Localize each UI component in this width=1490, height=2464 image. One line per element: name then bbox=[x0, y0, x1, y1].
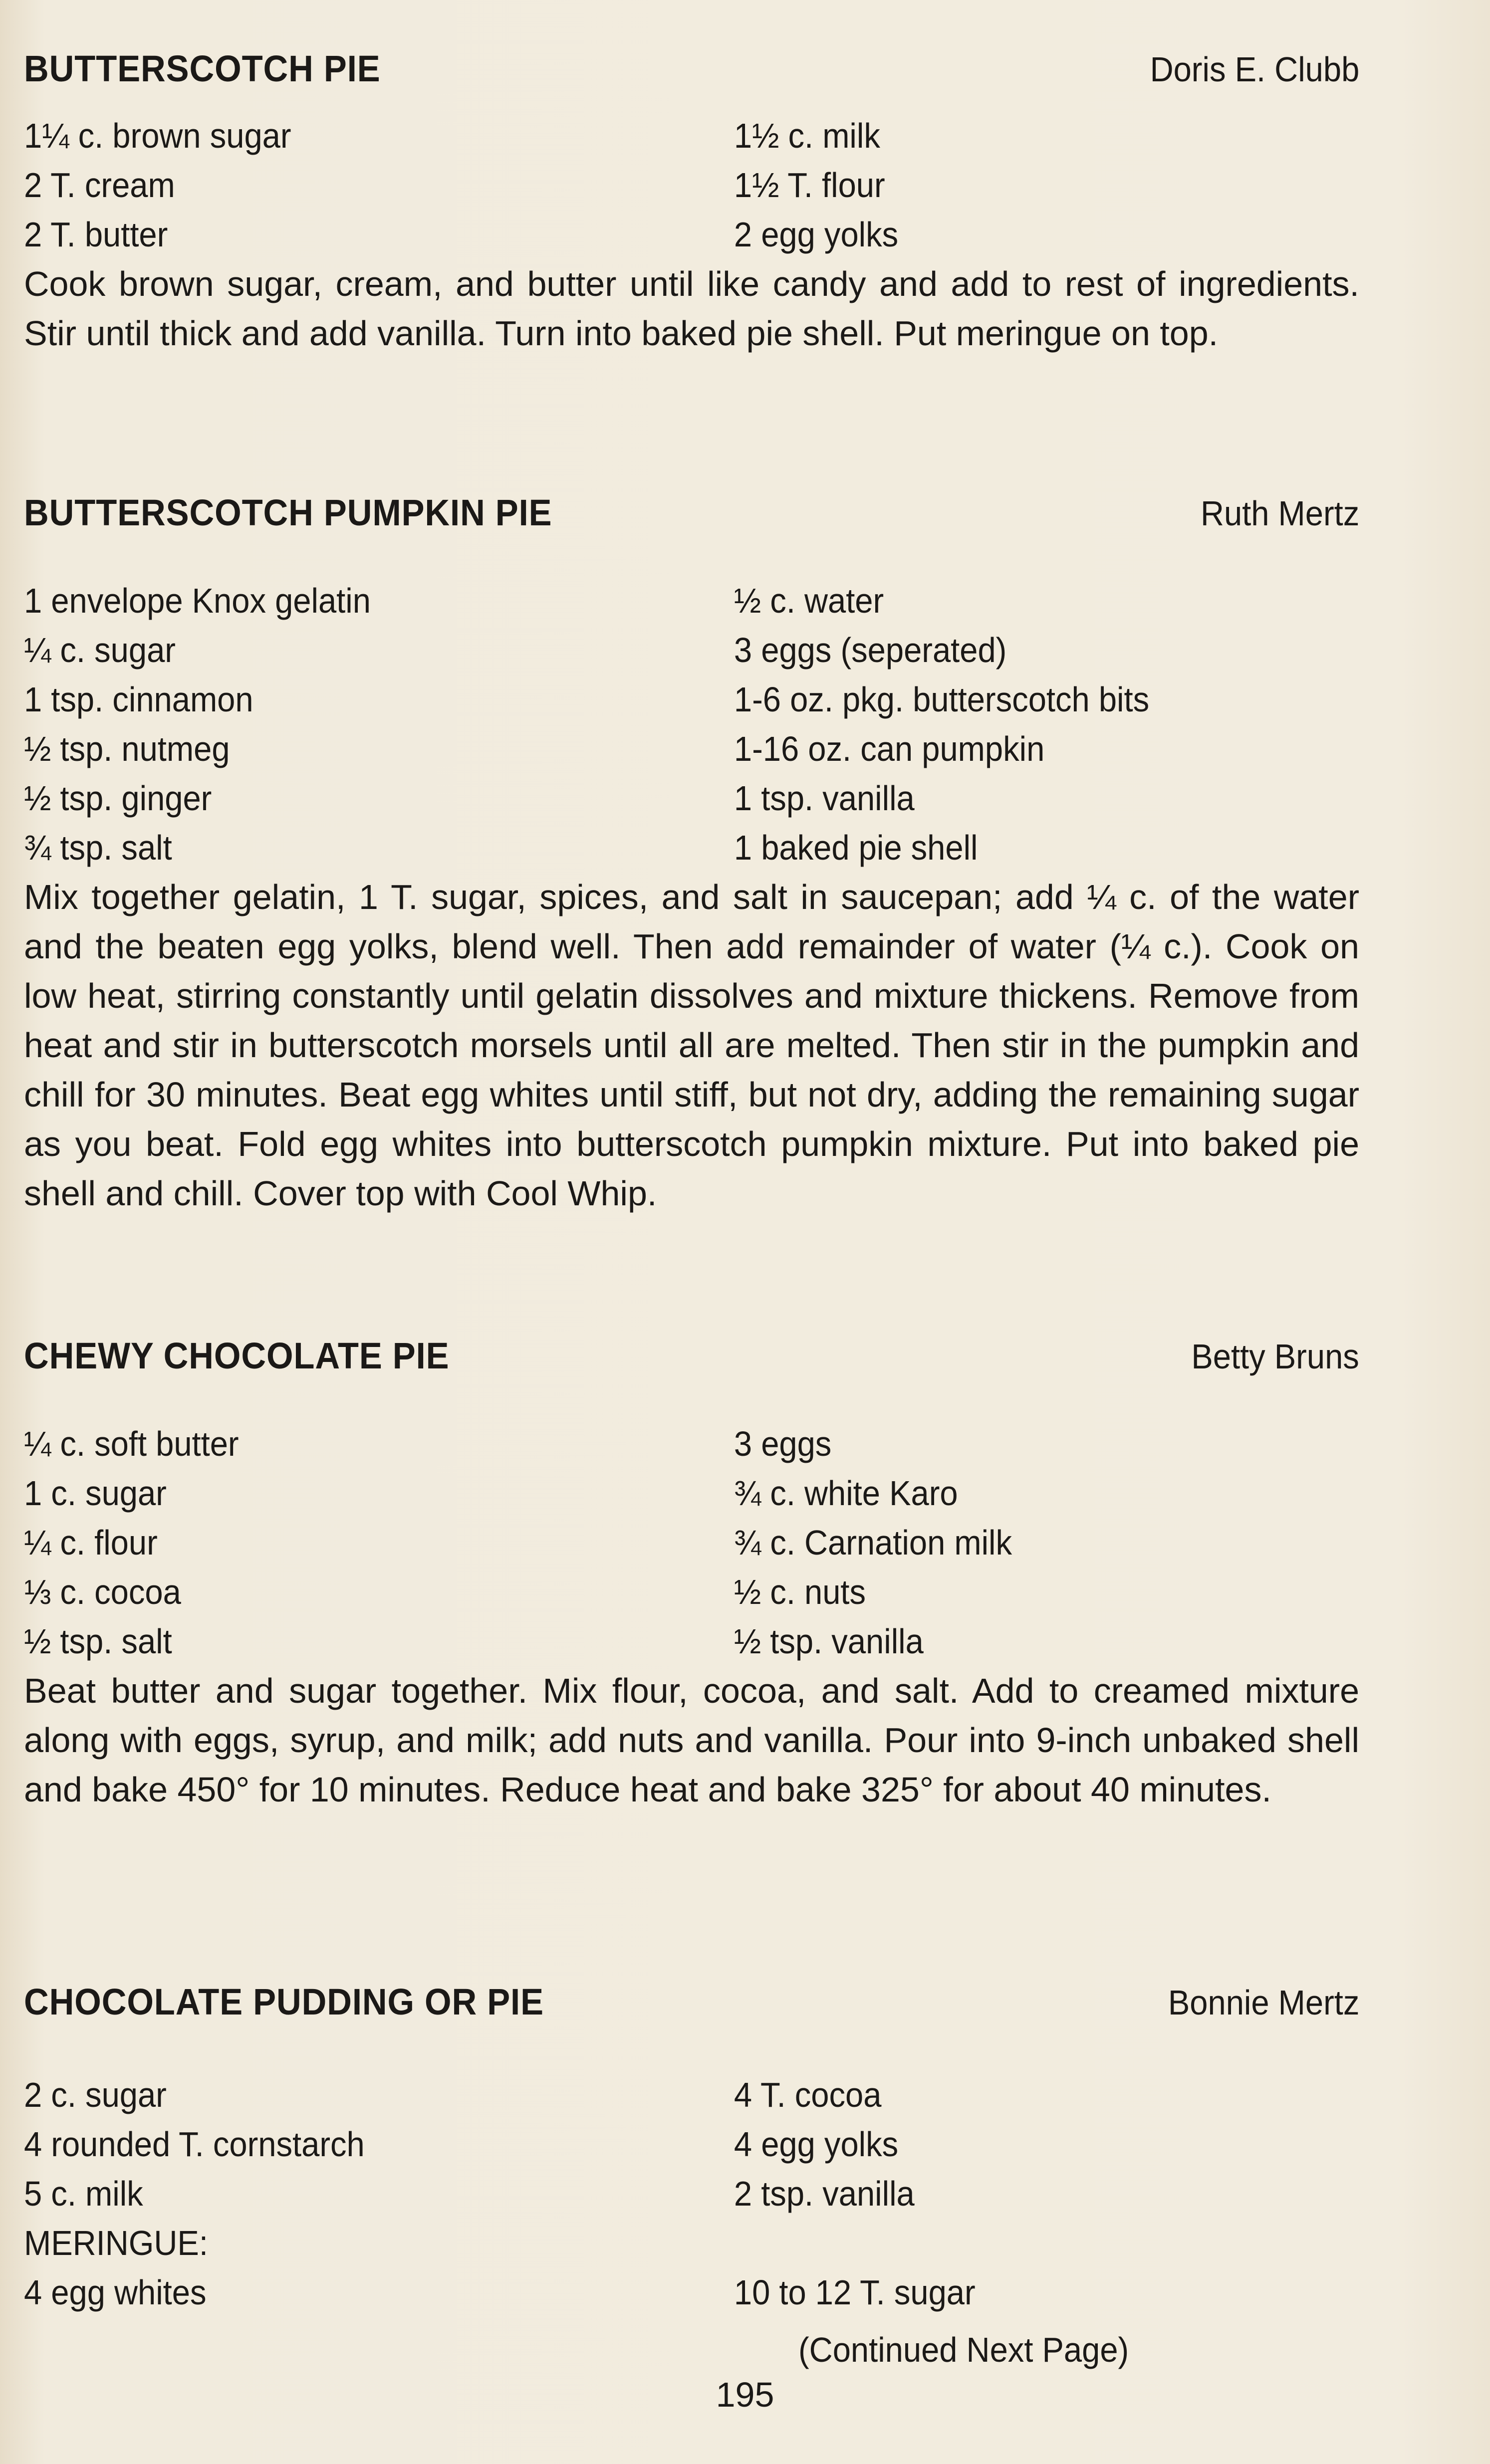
ingredient: 4 rounded T. cornstarch bbox=[24, 2125, 365, 2164]
ingredient: 1 tsp. cinnamon bbox=[24, 680, 253, 719]
meringue-heading: MERINGUE: bbox=[24, 2224, 208, 2262]
page-number: 195 bbox=[716, 2375, 774, 2414]
ingredient: ½ c. nuts bbox=[734, 1572, 866, 1611]
recipe-directions: Cook brown sugar, cream, and butter until like candy and add to rest of ingredients. Stir until thick and add vanilla. Turn into baked pie shell. Put meringue on top. bbox=[24, 264, 1359, 353]
ingredient: 2 egg yolks bbox=[734, 215, 899, 254]
continued-note: (Continued Next Page) bbox=[798, 2330, 1129, 2369]
recipe-title: BUTTERSCOTCH PUMPKIN PIE bbox=[24, 492, 552, 533]
ingredient-list bbox=[24, 111, 1359, 259]
ingredient: ¼ c. flour bbox=[24, 1523, 158, 1562]
ingredient: ⅓ c. cocoa bbox=[24, 1572, 181, 1611]
ingredient-list bbox=[24, 2070, 1359, 2317]
ingredient: 3 eggs bbox=[734, 1424, 832, 1463]
recipe-title: CHEWY CHOCOLATE PIE bbox=[24, 1335, 450, 1376]
recipe-chewy-chocolate-pie bbox=[24, 1335, 1359, 1814]
ingredient: 10 to 12 T. sugar bbox=[734, 2273, 976, 2312]
ingredient: 2 c. sugar bbox=[24, 2075, 167, 2114]
ingredient: ¾ tsp. salt bbox=[24, 828, 172, 867]
ingredient: 1½ T. flour bbox=[734, 166, 885, 205]
recipe-header bbox=[24, 1335, 1359, 1389]
recipe-directions: Mix together gelatin, 1 T. sugar, spices, and salt in saucepan; add ¼ c. of the water and the beaten egg yolks, blend well. Then add remainder of water (¼ c.). Cook on low heat, stirring constantly until gelatin dissolves and mixture thickens. Remove from heat and stir in butterscotch morsels until all are melted. Then stir in the pumpkin and chill for 30 minutes. Beat egg whites until stiff, but not dry, adding the remaining sugar as you beat. Fold egg whites into butterscotch pumpkin mixture. Put into baked pie shell and chill. Cover top with Cool Whip. bbox=[24, 878, 1359, 1213]
ingredient: 1 c. sugar bbox=[24, 1474, 167, 1513]
recipe-author: Betty Bruns bbox=[1191, 1337, 1359, 1376]
ingredient: 4 egg yolks bbox=[734, 2125, 899, 2164]
ingredient: 3 eggs (seperated) bbox=[734, 631, 1007, 670]
ingredient: 1 envelope Knox gelatin bbox=[24, 581, 371, 620]
ingredient: ¼ c. sugar bbox=[24, 631, 176, 670]
recipe-author: Bonnie Mertz bbox=[1168, 1983, 1359, 2022]
ingredient: 1½ c. milk bbox=[734, 116, 880, 155]
recipe-author: Ruth Mertz bbox=[1200, 494, 1359, 533]
ingredient: 1 baked pie shell bbox=[734, 828, 978, 867]
ingredient-list bbox=[24, 1419, 1359, 1666]
recipe-author: Doris E. Clubb bbox=[1150, 50, 1359, 89]
ingredient-blank bbox=[734, 2219, 1266, 2268]
recipe-header bbox=[24, 47, 1359, 102]
ingredient: 2 T. butter bbox=[24, 215, 168, 254]
recipe-title: CHOCOLATE PUDDING OR PIE bbox=[24, 1981, 544, 2022]
recipe-header bbox=[24, 491, 1359, 546]
ingredient: 1 tsp. vanilla bbox=[734, 779, 915, 818]
ingredient: 4 T. cocoa bbox=[734, 2075, 882, 2114]
recipe-butterscotch-pumpkin-pie bbox=[24, 491, 1359, 1218]
ingredient: 4 egg whites bbox=[24, 2273, 207, 2312]
ingredient: ½ c. water bbox=[734, 581, 884, 620]
ingredient: ½ tsp. nutmeg bbox=[24, 729, 230, 768]
recipe-title: BUTTERSCOTCH PIE bbox=[24, 48, 381, 89]
ingredient: 1-16 oz. can pumpkin bbox=[734, 729, 1045, 768]
ingredient: ¾ c. Carnation milk bbox=[734, 1523, 1012, 1562]
ingredient: 2 T. cream bbox=[24, 166, 175, 205]
ingredient-list bbox=[24, 576, 1359, 873]
ingredient: ¼ c. soft butter bbox=[24, 1424, 239, 1463]
ingredient: ½ tsp. salt bbox=[24, 1622, 172, 1661]
recipe-directions: Beat butter and sugar together. Mix flour, cocoa, and salt. Add to creamed mixture along with eggs, syrup, and milk; add nuts and vanilla. Pour into 9-inch unbaked shell and bake 450° for 10 minutes. Reduce heat and bake 325° for about 40 minutes. bbox=[24, 1671, 1359, 1809]
ingredient: ½ tsp. ginger bbox=[24, 779, 212, 818]
ingredient: 2 tsp. vanilla bbox=[734, 2174, 915, 2213]
recipe-butterscotch-pie bbox=[24, 47, 1359, 358]
recipe-chocolate-pudding-or-pie bbox=[24, 1981, 1359, 2317]
ingredient: 1-6 oz. pkg. butterscotch bits bbox=[734, 680, 1150, 719]
ingredient: ½ tsp. vanilla bbox=[734, 1622, 924, 1661]
recipe-header bbox=[24, 1981, 1359, 2035]
ingredient: 1¼ c. brown sugar bbox=[24, 116, 291, 155]
ingredient: 5 c. milk bbox=[24, 2174, 143, 2213]
ingredient: ¾ c. white Karo bbox=[734, 1474, 958, 1513]
